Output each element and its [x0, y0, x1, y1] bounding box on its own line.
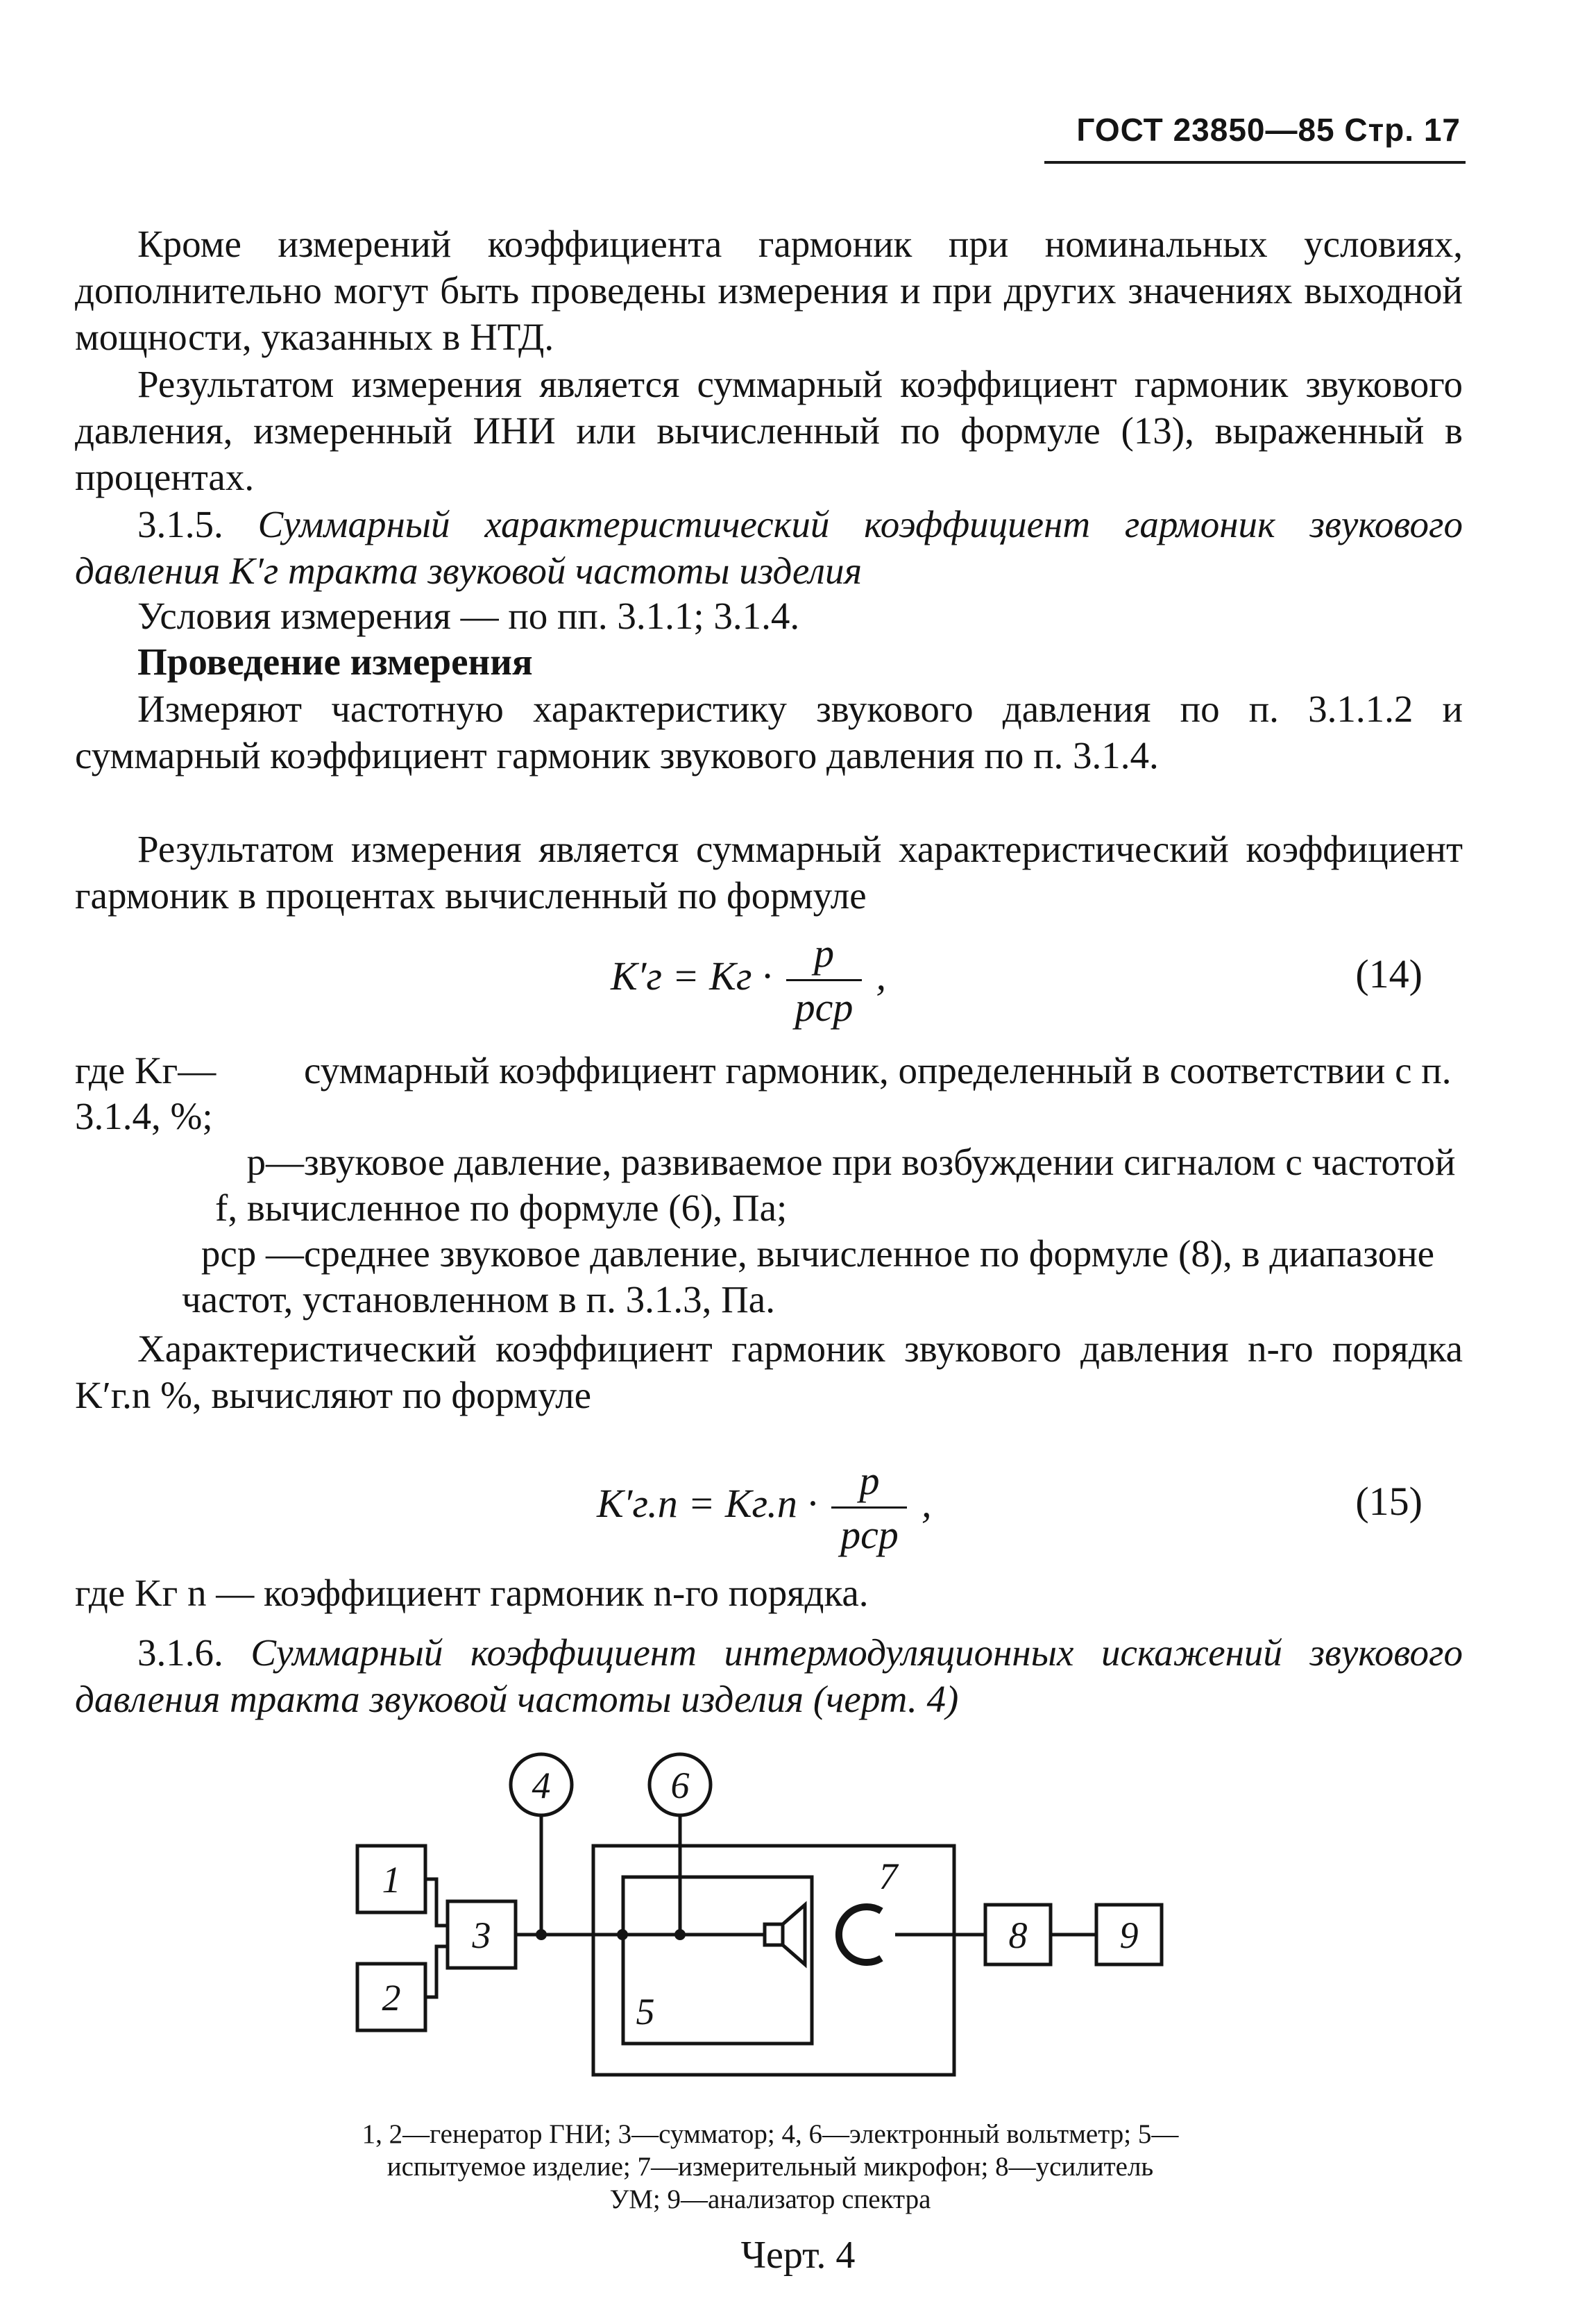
subheading: Проведение измерения — [137, 640, 533, 683]
label-3: 3 — [472, 1914, 491, 1956]
denominator: pср — [840, 1512, 899, 1557]
microphone — [839, 1907, 881, 1962]
label-8: 8 — [1008, 1914, 1028, 1956]
section-title: Суммарный коэффициент интермодуляционных искажений звукового давления тракта звуковой частоты изделия (черт. 4) — [75, 1631, 1463, 1720]
section-number: 3.1.5. — [137, 503, 223, 545]
where-line-15: где Kг n — коэффициент гармоник n-го порядка. — [75, 1572, 869, 1614]
where-symbol: p— — [246, 1141, 304, 1183]
section-number: 3.1.6. — [137, 1631, 223, 1674]
label-9: 9 — [1119, 1914, 1139, 1956]
figure-caption: 1, 2—генератор ГНИ; 3—сумматор; 4, 6—электронный вольтметр; 5—испытуемое изделие; 7—измерительный микрофон; 8—усилитель УМ; 9—анализатор спектра — [362, 2119, 1179, 2214]
where-symbol: pср — — [201, 1232, 304, 1275]
label-7: 7 — [878, 1856, 898, 1897]
where-text: суммарный коэффициент гармоник, определенный в соответствии с п. 3.1.4, %; — [75, 1049, 1452, 1137]
numerator: p — [831, 1457, 907, 1509]
equation-number-14: (14) — [1355, 951, 1423, 996]
wire-2-3 — [425, 1946, 448, 1997]
formula-lhs: K′г = Kг · — [611, 953, 772, 999]
conditions-line: Условия измерения — по пп. 3.1.1; 3.1.4. — [137, 595, 800, 637]
figure-title: Черт. 4 — [740, 2234, 856, 2277]
label-2: 2 — [382, 1977, 401, 2019]
formula-tail: , — [921, 1480, 932, 1526]
formula-tail: , — [876, 953, 886, 999]
denominator: pср — [795, 985, 854, 1030]
label-1: 1 — [382, 1859, 401, 1901]
speaker-body — [765, 1924, 783, 1945]
paragraph-4: Результатом измерения является суммарный характеристический коэффициент гармоник в процентах вычисленный по формуле — [75, 828, 1463, 917]
page-header: ГОСТ 23850—85 Стр. 17 — [1076, 112, 1461, 148]
junction-dot — [617, 1929, 628, 1940]
section-title: Суммарный характеристический коэффициент гармоник звукового давления K′г тракта звуковой частоты изделия — [75, 503, 1463, 592]
formula-lhs: K′г.n = Kг.n · — [597, 1480, 817, 1526]
paragraph-1: Кроме измерений коэффициента гармоник при номинальных условиях, дополнительно могут быть проведены измерения и при других значениях выходной мощности, указанных в НТД. — [75, 223, 1463, 358]
paragraph-2: Результатом измерения является суммарный коэффициент гармоник звукового давления, измеренный ИНИ или вычисленный по формуле (13), выраженный в процентах. — [75, 363, 1463, 498]
wire-1-3 — [425, 1879, 448, 1926]
where-text: звуковое давление, развиваемое при возбуждении сигналом с частотой f, вычисленное по формуле (6), Па; — [215, 1141, 1456, 1229]
label-6: 6 — [670, 1765, 690, 1806]
label-5: 5 — [636, 1991, 655, 2032]
speaker-cone — [783, 1905, 805, 1964]
junction-dot — [536, 1929, 547, 1940]
paragraph-5: Характеристический коэффициент гармоник звукового давления n-го порядка K′г.n %, вычисляют по формуле — [75, 1327, 1463, 1416]
junction-dot — [674, 1929, 686, 1940]
label-4: 4 — [532, 1765, 551, 1806]
where-symbol: где Kг— — [75, 1049, 217, 1092]
where-text: среднее звуковое давление, вычисленное по формуле (8), в диапазоне частот, установленном в п. 3.1.3, Па. — [182, 1232, 1435, 1321]
paragraph-3: Измеряют частотную характеристику звукового давления по п. 3.1.1.2 и суммарный коэффициент гармоник звукового давления по п. 3.1.4. — [75, 688, 1463, 776]
device-frame — [593, 1846, 954, 2075]
equation-number-15: (15) — [1355, 1479, 1423, 1524]
numerator: p — [786, 930, 862, 981]
